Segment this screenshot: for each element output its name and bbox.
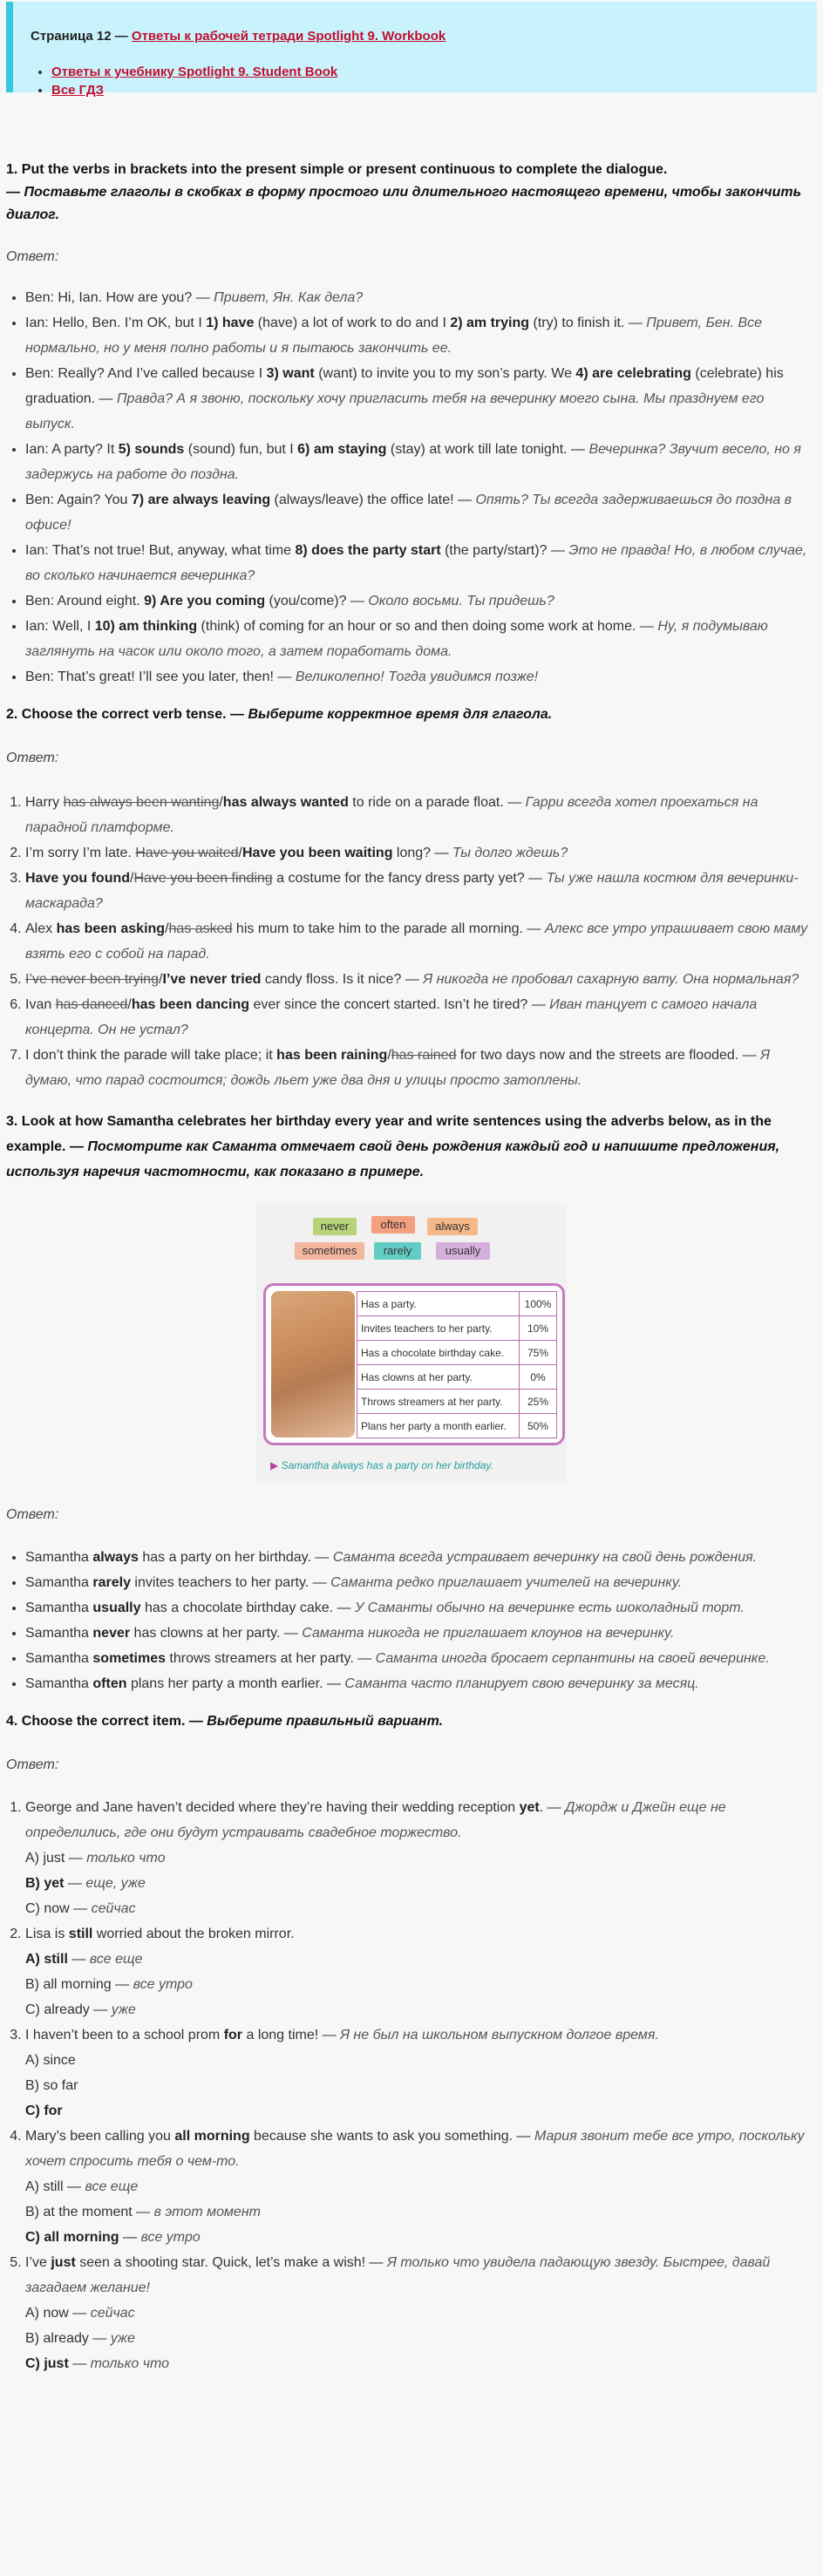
option-line — [25, 1947, 817, 1972]
sentence-text: Ivan — [25, 997, 56, 1012]
list-item — [25, 664, 817, 690]
content — [6, 159, 817, 2376]
sentence-text: throws streamers at her party. — — [165, 1651, 376, 1666]
list-item — [25, 437, 817, 487]
sentence-text: / — [165, 921, 169, 936]
answer-text: C) for — [25, 2104, 63, 2118]
sentence-text: Ian: A party? It — [25, 442, 119, 457]
sentence-text: Ben: Hi, Ian. How are you? — — [25, 290, 214, 305]
sentence-text: because she wants to ask you something. — — [249, 2129, 534, 2144]
task2-title-en: 2. Choose the correct verb tense. — — [6, 707, 244, 722]
sentence-text: — — [64, 1876, 86, 1891]
all-gdz-link[interactable]: Все ГДЗ — [51, 83, 105, 98]
answer-text: 9) Are you coming — [144, 594, 266, 608]
option-line — [25, 1896, 817, 1921]
task3-answers — [6, 1545, 817, 1696]
activity-cell: Has clowns at her party. — [357, 1365, 520, 1390]
table-row — [357, 1341, 557, 1365]
translation-text: Иван танцует с самого начала концерта. Он не устал? — [25, 997, 758, 1037]
sentence-text: (stay) at work till late tonight. — — [386, 442, 589, 457]
list-item — [25, 866, 817, 916]
translation-text: сейчас — [91, 1901, 136, 1916]
sentence-text: (sound) fun, but I — [184, 442, 298, 457]
sentence-text: ever since the concert started. Isn’t he tired? — — [249, 997, 550, 1012]
sentence-text: long? — — [392, 846, 452, 860]
translation-text: еще, уже — [85, 1876, 146, 1891]
adverb-tag: usually — [436, 1242, 490, 1260]
workbook-link[interactable]: Ответы к рабочей тетради Spotlight 9. Workbook — [131, 29, 446, 44]
sentence-text: Mary’s been calling you — [25, 2129, 175, 2144]
list-item — [25, 2250, 817, 2376]
option-line — [25, 2073, 817, 2098]
translation-text: в этот момент — [153, 2205, 261, 2219]
answer-text: I’ve never tried — [162, 972, 262, 987]
translation-text: Я думаю, что парад состоится; дождь льет уже два дня и улицы просто затоплены. — [25, 1048, 771, 1088]
sentence-text: a costume for the fancy dress party yet? — — [272, 871, 547, 886]
sentence-text: — — [67, 1952, 90, 1967]
answer-text: usually — [92, 1601, 141, 1615]
sentence-text: (have) a lot of work to do and I — [254, 316, 451, 330]
nav-link-item — [51, 81, 798, 99]
sentence-text: his mum to take him to the parade all morning. — — [232, 921, 545, 936]
sentence-text: / — [219, 795, 223, 810]
answer-label: Ответ: — [6, 249, 59, 264]
task1-answers — [6, 285, 817, 690]
option-line — [25, 2351, 817, 2376]
sentence-text: Samantha — [25, 1626, 93, 1641]
list-item — [25, 588, 817, 614]
answer-text: always — [92, 1550, 139, 1565]
sentence-text: Alex — [25, 921, 57, 936]
option-line — [25, 2225, 817, 2250]
table-row — [357, 1292, 557, 1316]
list-item — [25, 1043, 817, 1093]
nav-link-item — [51, 63, 798, 81]
translation-text: все еще — [89, 1952, 143, 1967]
task2-title-ru: Выберите корректное время для глагола. — [248, 707, 553, 722]
table-row — [357, 1390, 557, 1414]
sentence-text: (always/leave) the office late! — — [270, 493, 476, 507]
sentence-text: seen a shooting star. Quick, let’s make a wish! — — [75, 2255, 387, 2270]
answer-text: has been dancing — [131, 997, 250, 1012]
task3-title-ru: Посмотрите как Саманта отмечает свой день рождения каждый год и напишите предложения, используя наречия частотности, как показано в примере. — [6, 1139, 780, 1179]
answer-text: 2) am trying — [450, 316, 530, 330]
answer-text: B) yet — [25, 1876, 65, 1891]
sentence-text: I’ve — [25, 2255, 51, 2270]
activity-cell: Invites teachers to her party. — [357, 1316, 520, 1341]
translation-text: Вечеринка? Звучит весело, но я задержусь на работе до поздна. — [25, 442, 801, 482]
sentence-text: Samantha — [25, 1550, 93, 1565]
adverb-tag: never — [313, 1218, 357, 1235]
translation-text: Мария звонит тебе все утро, поскольку хочет спросить тебя о чем-то. — [25, 2129, 805, 2169]
list-item — [25, 1921, 817, 2022]
samantha-figure — [256, 1204, 567, 1483]
page-label: Страница 12 — — [31, 29, 128, 44]
adverb-tag: rarely — [374, 1242, 421, 1260]
adverb-tag: sometimes — [295, 1242, 364, 1260]
table-row — [357, 1316, 557, 1341]
answer-text: yet — [519, 1800, 540, 1815]
sentence-text: plans her party a month earlier. — — [126, 1676, 345, 1691]
task3-title-en: 3. Look at how Samantha celebrates her birthday every year and write sentences using the adverbs below, as in the example. — — [6, 1114, 772, 1154]
translation-text: Алекс все утро упрашивает свою маму взять его с собой на парад. — [25, 921, 808, 962]
answer-text: C) all morning — [25, 2230, 119, 2245]
adverb-tag: always — [427, 1218, 478, 1235]
answer-text: 7) are always leaving — [131, 493, 271, 507]
answer-label: Ответ: — [6, 1757, 59, 1772]
option-line — [25, 2048, 817, 2073]
sentence-text: B) at the moment — — [25, 2205, 154, 2219]
answer-text: has been raining — [276, 1048, 388, 1063]
sentence-text: has clowns at her party. — — [130, 1626, 303, 1641]
percent-cell: 50% — [520, 1414, 557, 1438]
answer-text: 5) sounds — [118, 442, 185, 457]
struck-text: Have you waited — [135, 846, 239, 860]
sentence-text: (want) to invite you to my son’s party. We — [314, 366, 576, 381]
translation-text: Джордж и Джейн еще не определились, где они будут устраивать свадебное торжество. — [25, 1800, 726, 1840]
sentence-text: B) all morning — — [25, 1977, 133, 1992]
sentence-text: (try) to finish it. — — [529, 316, 647, 330]
translation-text: Великолепно! Тогда увидимся позже! — [295, 669, 539, 684]
sentence-text: / — [238, 846, 242, 860]
task3-title — [6, 1109, 817, 1185]
task2-answers — [6, 790, 817, 1093]
translation-text: Саманта всегда устраивает вечеринку на свой день рождения. — [332, 1550, 758, 1565]
sentence-text: Ben: Really? And I’ve called because I — [25, 366, 267, 381]
struck-text: has rained — [391, 1048, 457, 1063]
sentence-text: — — [68, 2356, 91, 2371]
answer-text: Have you found — [25, 871, 131, 886]
sentence-text: Samantha — [25, 1601, 93, 1615]
sentence-text: to ride on a parade float. — — [348, 795, 526, 810]
task2-title — [6, 703, 817, 726]
activity-cell: Has a party. — [357, 1292, 520, 1316]
figure-caption-text: Samantha always has a party on her birthday. — [281, 1459, 493, 1472]
nav-box — [6, 2, 817, 98]
activity-cell: Has a chocolate birthday cake. — [357, 1341, 520, 1365]
sentence-text: C) now — — [25, 1901, 92, 1916]
answer-text: C) just — [25, 2356, 69, 2371]
sentence-text: George and Jane haven’t decided where they’re having their wedding reception — [25, 1800, 520, 1815]
activity-cell: Plans her party a month earlier. — [357, 1414, 520, 1438]
struck-text: has asked — [168, 921, 233, 936]
task4-title-ru: Выберите правильный вариант. — [207, 1714, 444, 1729]
triangle-icon: ▶ — [270, 1459, 279, 1472]
sentence-text: A) since — [25, 2053, 76, 2068]
sentence-text: I don’t think the parade will take place; it — [25, 1048, 277, 1063]
percent-cell: 100% — [520, 1292, 557, 1316]
list-item — [25, 1621, 817, 1646]
percent-cell: 10% — [520, 1316, 557, 1341]
answer-text: all morning — [174, 2129, 250, 2144]
sentence-text: / — [387, 1048, 391, 1063]
translation-text: уже — [111, 2002, 136, 2017]
translation-text: Гарри всегда хотел проехаться на парадной платформе. — [25, 795, 758, 835]
sentence-text: (the party/start)? — — [440, 543, 569, 558]
answer-text: still — [68, 1927, 93, 1941]
sentence-text: has a party on her birthday. — — [138, 1550, 333, 1565]
list-item — [25, 967, 817, 992]
sentence-text: — — [119, 2230, 141, 2245]
task1-title — [6, 159, 817, 227]
sentence-text: B) already — — [25, 2331, 111, 2346]
sentence-text: Ben: Around eight. — [25, 594, 145, 608]
girl-photo — [271, 1291, 355, 1438]
sentence-text: Ben: Again? You — [25, 493, 132, 507]
answer-text: 3) want — [266, 366, 315, 381]
photo-frame — [263, 1283, 565, 1445]
translation-text: сейчас — [90, 2306, 135, 2321]
answer-text: 1) have — [206, 316, 255, 330]
answer-text: A) still — [25, 1952, 68, 1967]
sentence-text: Samantha — [25, 1676, 93, 1691]
struck-text: has danced — [55, 997, 128, 1012]
answer-text: sometimes — [92, 1651, 166, 1666]
list-item — [25, 1570, 817, 1595]
translation-text: Ну, я подумываю заглянуть на часок или около того, а затем поработать дома. — [25, 619, 768, 659]
translation-text: все утро — [140, 2230, 201, 2245]
sentence-text: / — [130, 871, 134, 886]
sentence-text: C) already — — [25, 2002, 112, 2017]
option-line — [25, 2326, 817, 2351]
translation-text: Саманта никогда не приглашает клоунов на вечеринку. — [302, 1626, 675, 1641]
list-item — [25, 361, 817, 437]
translation-text: уже — [110, 2331, 135, 2346]
percent-cell: 0% — [520, 1365, 557, 1390]
list-item — [25, 840, 817, 866]
list-item — [25, 285, 817, 310]
option-line — [25, 1871, 817, 1896]
task4-answers — [6, 1795, 817, 2376]
sentence-text: Lisa is — [25, 1927, 69, 1941]
answer-text: just — [51, 2255, 76, 2270]
sentence-text: Ben: That’s great! I’ll see you later, then! — — [25, 669, 296, 684]
list-item — [25, 992, 817, 1043]
figure-caption — [270, 1453, 493, 1478]
sentence-text: for two days now and the streets are flooded. — — [456, 1048, 761, 1063]
translation-text: Это не правда! Но, в любом случае, во сколько начинается вечеринка? — [25, 543, 807, 583]
sentence-text: I haven’t been to a school prom — [25, 2028, 224, 2042]
option-line — [25, 2174, 817, 2199]
sentence-text: (think) of coming for an hour or so and then doing some work at home. — — [197, 619, 658, 634]
activity-cell: Throws streamers at her party. — [357, 1390, 520, 1414]
translation-text: все утро — [133, 1977, 193, 1992]
list-item — [25, 538, 817, 588]
option-line — [25, 1845, 817, 1871]
option-line — [25, 2199, 817, 2225]
translation-text: все еще — [85, 2179, 139, 2194]
adverb-tag: often — [371, 1216, 415, 1234]
translation-text: Ты долго ждешь? — [452, 846, 568, 860]
sentence-text: (you/come)? — — [265, 594, 369, 608]
sentence-text: Harry — [25, 795, 64, 810]
answer-text: has been asking — [56, 921, 166, 936]
sentence-text: candy floss. Is it nice? — — [261, 972, 424, 987]
translation-text: Привет, Ян. Как дела? — [214, 290, 364, 305]
answer-text: rarely — [92, 1575, 131, 1590]
percent-cell: 75% — [520, 1341, 557, 1365]
translation-text: Около восьми. Ты придешь? — [368, 594, 554, 608]
translation-text: Правда? А я звоню, поскольку хочу пригласить тебя на вечеринку моего сына. Мы празднуем его выпуск. — [25, 391, 765, 432]
sentence-text: Samantha — [25, 1575, 93, 1590]
translation-text: Опять? Ты всегда задерживаешься до поздна в офисе! — [25, 493, 792, 533]
student-book-link[interactable]: Ответы к учебнику Spotlight 9. Student Book — [51, 65, 338, 79]
sentence-text: A) just — — [25, 1851, 87, 1866]
sentence-text: B) so far — [25, 2078, 78, 2093]
answer-text: 8) does the party start — [295, 543, 441, 558]
answer-text: 6) am staying — [297, 442, 387, 457]
answer-label: Ответ: — [6, 751, 59, 765]
sentence-text: / — [158, 972, 163, 987]
list-item — [25, 2022, 817, 2124]
translation-text: только что — [90, 2356, 170, 2371]
translation-text: Я никогда не пробовал сахарную вату. Она нормальная? — [423, 972, 799, 987]
struck-text: has always been wanting — [63, 795, 220, 810]
task4-title-en: 4. Choose the correct item. — — [6, 1714, 203, 1729]
sentence-text: A) still — — [25, 2179, 85, 2194]
sentence-text: / — [127, 997, 132, 1012]
sentence-text: worried about the broken mirror. — [92, 1927, 295, 1941]
translation-text: Я только что увидела падающую звезду. Быстрее, давай загадаем желание! — [25, 2255, 771, 2295]
table-row — [357, 1365, 557, 1390]
task1-title-en: 1. Put the verbs in brackets into the present simple or present continuous to complete the dialogue. — [6, 162, 668, 177]
list-item — [25, 1795, 817, 1921]
struck-text: I’ve never been trying — [25, 972, 159, 987]
list-item — [25, 790, 817, 840]
translation-text: Ты уже нашла костюм для вечеринки-маскарада? — [25, 871, 799, 911]
task1-title-ru: — Поставьте глаголы в скобках в форму простого или длительного настоящего времени, чтобы закончить диалог. — [6, 185, 802, 222]
answer-text: Have you been waiting — [241, 846, 393, 860]
list-item — [25, 1671, 817, 1696]
sentence-text: Ian: Hello, Ben. I’m OK, but I — [25, 316, 207, 330]
sentence-text: A) now — — [25, 2306, 91, 2321]
list-item — [25, 614, 817, 664]
translation-text: У Саманты обычно на вечеринке есть шоколадный торт. — [355, 1601, 745, 1615]
sentence-text: I’m sorry I’m late. — [25, 846, 136, 860]
sentence-text: invites teachers to her party. — — [130, 1575, 331, 1590]
sentence-text: has a chocolate birthday cake. — — [140, 1601, 355, 1615]
list-item — [25, 487, 817, 538]
option-line — [25, 1972, 817, 1997]
task4-title — [6, 1710, 817, 1733]
nav-links — [31, 63, 798, 99]
sentence-text: . — — [539, 1800, 566, 1815]
list-item — [25, 1646, 817, 1671]
answer-text: has always wanted — [222, 795, 349, 810]
answer-text: for — [223, 2028, 243, 2042]
translation-text: Саманта часто планирует свою вечеринку за месяц. — [344, 1676, 699, 1691]
translation-text: Саманта иногда бросает серпантины на своей вечеринке. — [375, 1651, 770, 1666]
list-item — [25, 1545, 817, 1570]
translation-text: только что — [86, 1851, 166, 1866]
option-line — [25, 2301, 817, 2326]
option-line — [25, 1997, 817, 2022]
struck-text: Have you been finding — [133, 871, 273, 886]
frequency-table — [357, 1291, 557, 1438]
nav-page-line — [31, 28, 798, 45]
sentence-text: Samantha — [25, 1651, 93, 1666]
option-line — [25, 2098, 817, 2124]
translation-text: Привет, Бен. Все нормально, но у меня полно работы и я пытаюсь закончить ее. — [25, 316, 763, 356]
answer-label: Ответ: — [6, 1507, 59, 1522]
answer-text: 10) am thinking — [94, 619, 198, 634]
list-item — [25, 310, 817, 361]
translation-text: Я не был на школьном выпускном долгое время. — [340, 2028, 659, 2042]
answer-text: never — [92, 1626, 131, 1641]
list-item — [25, 916, 817, 967]
translation-text: Саманта редко приглашает учителей на вечеринку. — [330, 1575, 683, 1590]
sentence-text: Ian: That’s not true! But, anyway, what time — [25, 543, 296, 558]
answer-text: 4) are celebrating — [575, 366, 691, 381]
table-row — [357, 1414, 557, 1438]
sentence-text: Ian: Well, I — [25, 619, 95, 634]
percent-cell: 25% — [520, 1390, 557, 1414]
list-item — [25, 2124, 817, 2250]
sentence-text: a long time! — — [242, 2028, 341, 2042]
answer-text: often — [92, 1676, 127, 1691]
list-item — [25, 1595, 817, 1621]
sentence-text: (celebrate) his graduation. — — [25, 366, 784, 406]
